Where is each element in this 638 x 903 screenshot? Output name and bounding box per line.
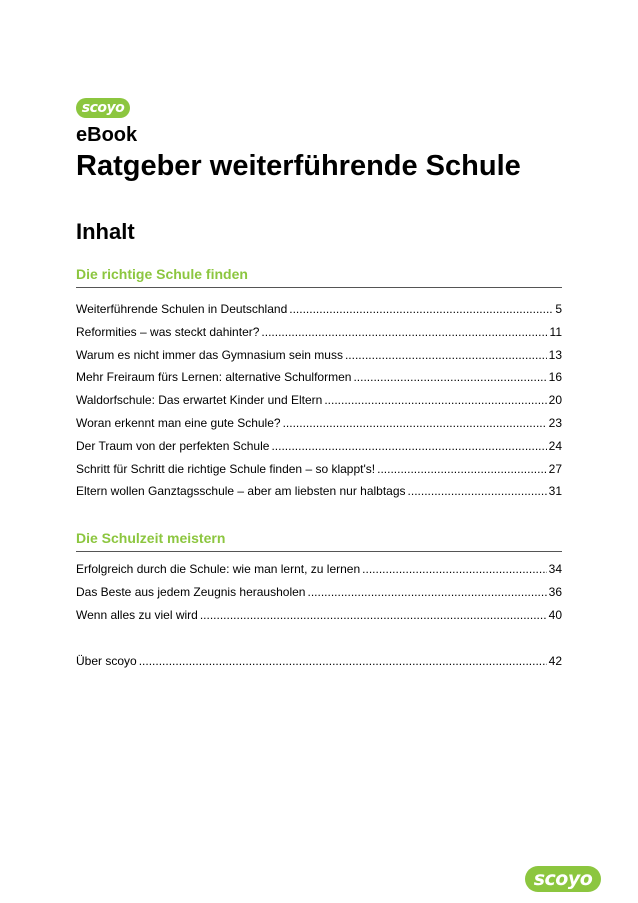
toc-entry-page: 27	[548, 461, 562, 476]
toc-entry-title: Über scoyo	[76, 654, 137, 668]
toc-leader	[200, 604, 547, 627]
toc-entry[interactable]	[76, 458, 562, 481]
toc-entry-page: 31	[548, 484, 562, 499]
toc-entry-title: Waldorfschule: Das erwartet Kinder und Eltern	[76, 393, 323, 408]
toc-leader	[261, 321, 547, 344]
toc-entry-page: 16	[548, 370, 562, 385]
toc-entry-title: Schritt für Schritt die richtige Schule finden – so klappt's!	[76, 461, 376, 476]
toc-entry-page: 13	[548, 347, 562, 362]
toc-list-section-1	[76, 298, 562, 503]
contents-heading: Inhalt	[76, 219, 135, 244]
toc-list-extra	[76, 650, 562, 673]
toc-entry[interactable]	[76, 321, 562, 344]
toc-leader	[345, 344, 547, 367]
section-heading-label: Die Schulzeit meistern	[76, 530, 226, 546]
toc-leader	[283, 412, 547, 435]
toc-leader	[139, 650, 547, 673]
toc-entry-page: 11	[549, 324, 562, 339]
toc-entry[interactable]	[76, 558, 562, 581]
toc-leader	[362, 558, 546, 581]
section-heading	[76, 266, 562, 288]
toc-entry-title: Mehr Freiraum fürs Lernen: alternative Schulformen	[76, 370, 352, 385]
toc-leader	[353, 366, 546, 389]
toc-leader	[377, 458, 547, 481]
toc-entry-page: 20	[548, 393, 562, 408]
toc-entry-title: Der Traum von der perfekten Schule	[76, 438, 270, 453]
toc-entry-title: Eltern wollen Ganztagsschule – aber am liebsten nur halbtags	[76, 484, 406, 499]
ebook-label: eBook	[76, 124, 138, 146]
toc-entry-page: 42	[548, 654, 562, 668]
toc-entry-title: Warum es nicht immer das Gymnasium sein muss	[76, 347, 343, 362]
toc-entry[interactable]	[76, 412, 562, 435]
toc-list-section-2	[76, 558, 562, 626]
toc-entry[interactable]	[76, 344, 562, 367]
toc-entry[interactable]	[76, 366, 562, 389]
toc-entry[interactable]	[76, 389, 562, 412]
scoyo-logo	[76, 98, 130, 118]
toc-entry-page: 36	[548, 584, 562, 599]
logo-text: scoyo	[81, 100, 125, 116]
toc-entry[interactable]	[76, 604, 562, 627]
logo-text: scoyo	[533, 868, 593, 890]
toc-leader	[289, 298, 553, 321]
toc-entry-page: 23	[548, 415, 562, 430]
toc-leader	[324, 389, 546, 412]
toc-entry-title: Weiterführende Schulen in Deutschland	[76, 302, 288, 316]
toc-leader	[408, 480, 547, 503]
toc-entry[interactable]	[76, 298, 562, 321]
toc-entry-page: 5	[555, 302, 562, 316]
toc-entry[interactable]	[76, 581, 562, 604]
toc-entry-page: 24	[548, 438, 562, 453]
toc-entry-title: Erfolgreich durch die Schule: wie man lernt, zu lernen	[76, 562, 361, 576]
toc-entry[interactable]	[76, 480, 562, 503]
toc-entry-page: 34	[548, 562, 562, 576]
toc-entry-title: Reformities – was steckt dahinter?	[76, 324, 260, 339]
document-title: Ratgeber weiterführende Schule	[76, 150, 521, 182]
toc-leader	[271, 435, 546, 458]
toc-entry-title: Wenn alles zu viel wird	[76, 607, 198, 622]
section-heading-label: Die richtige Schule finden	[76, 266, 248, 282]
toc-entry-title: Das Beste aus jedem Zeugnis herausholen	[76, 584, 306, 599]
toc-entry[interactable]	[76, 650, 562, 673]
toc-leader	[307, 581, 546, 604]
scoyo-logo-footer	[525, 866, 601, 892]
toc-entry-page: 40	[548, 607, 562, 622]
section-heading	[76, 530, 562, 552]
toc-entry-title: Woran erkennt man eine gute Schule?	[76, 415, 281, 430]
toc-entry[interactable]	[76, 435, 562, 458]
